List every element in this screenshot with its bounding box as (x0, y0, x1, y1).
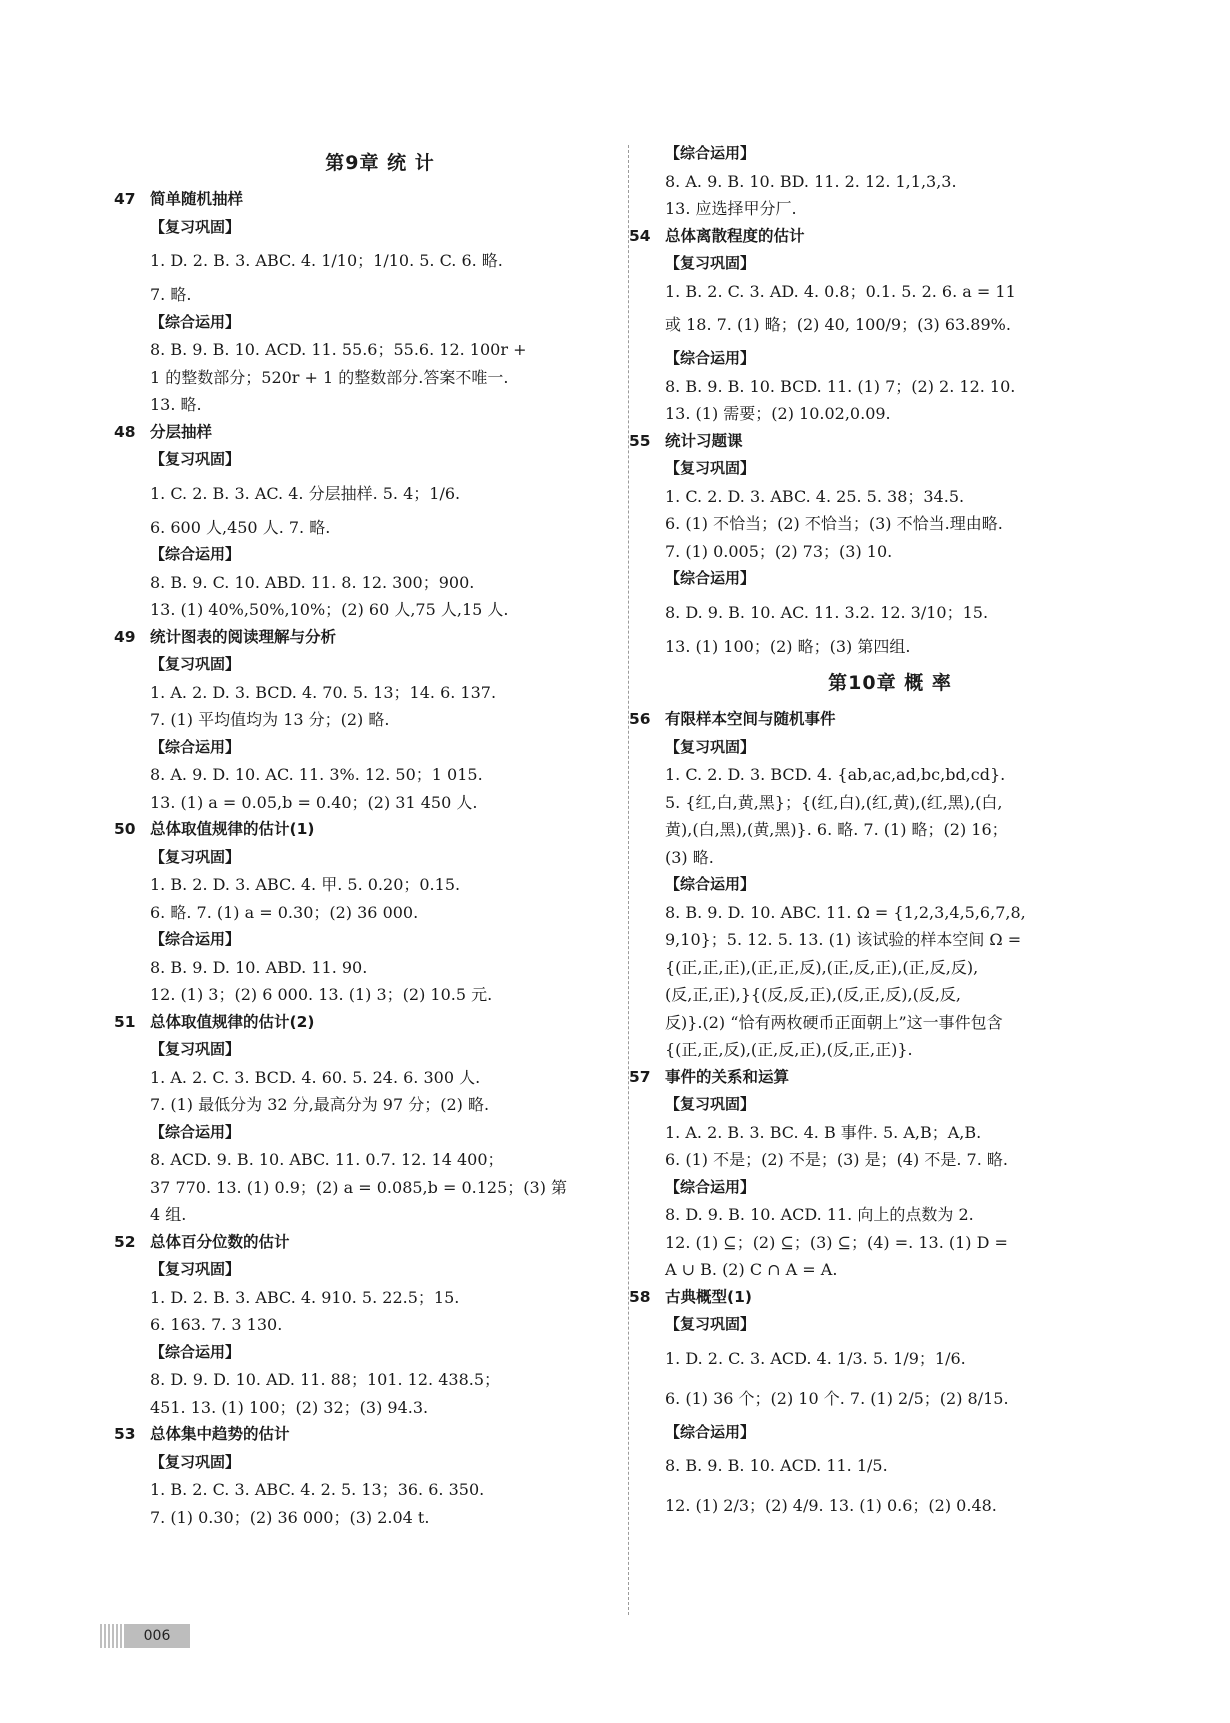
subsection-label: 【复习巩固】 (665, 1315, 756, 1333)
section-title: 总体集中趋势的估计 (150, 1425, 290, 1443)
answer-line: 6. 163. 7. 3 130. (150, 1315, 283, 1334)
answer-line: 1. B. 2. C. 3. AD. 4. 0.8；0.1. 5. 2. 6. a = 11 (665, 281, 1016, 301)
chapter-title: 第9章 统 计 (325, 152, 435, 174)
answer-line: 7. (1) 0.30；(2) 36 000；(3) 2.04 t. (150, 1507, 430, 1527)
answer-line: 1. B. 2. C. 3. ABC. 4. 2. 5. 13；36. 6. 350. (150, 1480, 485, 1499)
answer-line: 6. (1) 不是；(2) 不是；(3) 是；(4) 不是. 7. 略. (665, 1150, 1008, 1169)
page-number: 006 (124, 1624, 190, 1648)
subsection-label: 【综合运用】 (150, 312, 241, 331)
answer-line: 7. (1) 最低分为 32 分,最高分为 97 分；(2) 略. (150, 1095, 490, 1114)
section-heading (114, 419, 610, 447)
answer-line: 1. D. 2. B. 3. ABC. 4. 910. 5. 22.5；15. (150, 1287, 460, 1307)
subsection-label: 【复习巩固】 (665, 737, 756, 756)
section-title: 统计图表的阅读理解与分析 (150, 627, 337, 646)
section-number: 53 (114, 1425, 136, 1443)
answer-line: (3) 略. (665, 847, 714, 867)
section-title: 统计习题课 (665, 431, 743, 450)
section-heading (114, 1229, 610, 1257)
section-title: 分层抽样 (150, 422, 213, 441)
section-number: 47 (114, 190, 136, 208)
answer-line: 7. (1) 0.005；(2) 73；(3) 10. (665, 541, 893, 561)
section-heading (114, 186, 610, 214)
section-number: 56 (629, 710, 651, 728)
subsection-label: 【综合运用】 (665, 1422, 756, 1441)
section-heading (114, 1009, 610, 1037)
right-column (629, 140, 1115, 1526)
answer-line: 13. (1) 40%,50%,10%；(2) 60 人,75 人,15 人. (150, 600, 509, 619)
section-number: 50 (114, 820, 136, 838)
answer-line: 4 组. (150, 1205, 187, 1224)
answer-line: 12. (1) ⊆；(2) ⊆；(3) ⊆；(4) =. 13. (1) D = (665, 1232, 1008, 1252)
answer-line: 37 770. 13. (1) 0.9；(2) a = 0.085,b = 0.125；(3) 第 (150, 1177, 568, 1197)
subsection-label: 【综合运用】 (150, 1342, 241, 1361)
answer-line: 8. B. 9. B. 10. ACD. 11. 55.6；55.6. 12. 100r + (150, 340, 527, 359)
answer-line: {(正,正,正),(正,正,反),(正,反,正),(正,反,反), (665, 957, 979, 977)
answer-line: 9,10}；5. 12. 5. 13. (1) 该试验的样本空间 Ω = (665, 930, 1022, 949)
section-title: 古典概型(1) (665, 1287, 752, 1306)
subsection-label: 【综合运用】 (665, 569, 756, 587)
page-number-bars (100, 1624, 124, 1648)
section-number: 49 (114, 627, 136, 646)
section-title: 总体离散程度的估计 (665, 226, 805, 245)
answer-line: 1. D. 2. B. 3. ABC. 4. 1/10；1/10. 5. C. 6. 略. (150, 251, 503, 270)
answer-line: 451. 13. (1) 100；(2) 32；(3) 94.3. (150, 1397, 429, 1417)
subsection-label: 【复习巩固】 (150, 847, 241, 866)
section-heading (629, 223, 1115, 251)
section-title: 总体取值规律的估计(2) (150, 1012, 315, 1031)
section-number: 54 (629, 226, 651, 245)
subsection-label: 【复习巩固】 (150, 1040, 241, 1058)
answer-line: 6. (1) 36 个；(2) 10 个. 7. (1) 2/5；(2) 8/15. (665, 1388, 1009, 1408)
section-heading (629, 706, 1115, 734)
section-heading (114, 816, 610, 844)
answer-line: 8. ACD. 9. B. 10. ABC. 11. 0.7. 12. 14 400； (150, 1150, 504, 1169)
subsection-label: 【复习巩固】 (150, 450, 241, 468)
subsection-label: 【复习巩固】 (150, 217, 241, 236)
answer-line: 13. (1) 100；(2) 略；(3) 第四组. (665, 636, 911, 656)
section-heading (629, 1284, 1115, 1312)
subsection-label: 【复习巩固】 (665, 254, 756, 272)
answer-line: 8. B. 9. D. 10. ABC. 11. Ω = {1,2,3,4,5,6,7,8, (665, 902, 1026, 922)
section-number: 57 (629, 1067, 651, 1086)
answer-line: 6. (1) 不恰当；(2) 不恰当；(3) 不恰当.理由略. (665, 514, 1003, 533)
page-number-tab (100, 1624, 190, 1648)
answer-line: {(正,正,反),(正,反,正),(反,正,正)}. (665, 1040, 913, 1059)
answer-line: 12. (1) 3；(2) 6 000. 13. (1) 3；(2) 10.5 元. (150, 985, 493, 1004)
answer-line: 黄),(白,黑),(黄,黑)}. 6. 略. 7. (1) 略；(2) 16； (665, 820, 1008, 839)
section-number: 48 (114, 422, 136, 441)
section-number: 58 (629, 1287, 651, 1306)
answer-line: 1. D. 2. C. 3. ACD. 4. 1/3. 5. 1/9；1/6. (665, 1348, 966, 1368)
section-title: 总体百分位数的估计 (150, 1232, 290, 1251)
answer-line: 8. B. 9. B. 10. BCD. 11. (1) 7；(2) 2. 12. 10. (665, 376, 1016, 396)
answer-line: 1. C. 2. D. 3. BCD. 4. {ab,ac,ad,bc,bd,cd}. (665, 765, 1006, 784)
subsection-label: 【综合运用】 (150, 930, 241, 948)
answer-line: 6. 600 人,450 人. 7. 略. (150, 517, 331, 537)
answer-line: 8. A. 9. B. 10. BD. 11. 2. 12. 1,1,3,3. (665, 171, 957, 191)
subsection-label: 【综合运用】 (665, 349, 756, 367)
answer-line: 或 18. 7. (1) 略；(2) 40, 100/9；(3) 63.89%. (665, 315, 1011, 334)
section-title: 简单随机抽样 (150, 190, 244, 208)
subsection-label: 【综合运用】 (150, 1122, 241, 1141)
answer-line: 8. B. 9. C. 10. ABD. 11. 8. 12. 300；900. (150, 572, 475, 592)
answer-line: 1. A. 2. C. 3. BCD. 4. 60. 5. 24. 6. 300 人. (150, 1067, 481, 1087)
answer-line: 12. (1) 2/3；(2) 4/9. 13. (1) 0.6；(2) 0.48. (665, 1496, 997, 1515)
answer-line: 1. C. 2. D. 3. ABC. 4. 25. 5. 38；34.5. (665, 486, 965, 506)
subsection-label: 【复习巩固】 (665, 459, 756, 477)
subsection-label: 【复习巩固】 (150, 1452, 241, 1471)
answer-line: 13. 应选择甲分厂. (665, 199, 797, 218)
answer-line: 1. B. 2. D. 3. ABC. 4. 甲. 5. 0.20；0.15. (150, 875, 461, 894)
section-heading (629, 428, 1115, 456)
answer-line: A ∪ B. (2) C ∩ A = A. (665, 1260, 838, 1279)
answer-line: 8. B. 9. D. 10. ABD. 11. 90. (150, 957, 368, 977)
subsection-label: 【复习巩固】 (150, 1260, 241, 1278)
left-column (114, 140, 610, 1531)
answer-line: 5. {红,白,黄,黑}；{(红,白),(红,黄),(红,黑),(白, (665, 792, 1003, 812)
answer-line: 8. A. 9. D. 10. AC. 11. 3%. 12. 50；1 015. (150, 765, 483, 784)
subsection-label: 【综合运用】 (665, 1177, 756, 1196)
chapter-title: 第10章 概 率 (828, 672, 952, 694)
answer-line: 8. D. 9. B. 10. ACD. 11. 向上的点数为 2. (665, 1205, 974, 1224)
section-title: 事件的关系和运算 (665, 1067, 790, 1086)
answer-line: 反)}.(2) “恰有两枚硬币正面朝上”这一事件包含 (665, 1012, 1003, 1032)
section-number: 51 (114, 1012, 136, 1031)
subsection-label: 【复习巩固】 (665, 1095, 756, 1113)
answer-line: 1. C. 2. B. 3. AC. 4. 分层抽样. 5. 4；1/6. (150, 483, 461, 503)
subsection-label: 【综合运用】 (150, 545, 241, 563)
subsection-label: 【复习巩固】 (150, 655, 241, 673)
section-number: 52 (114, 1232, 136, 1251)
answer-line: 7. (1) 平均值均为 13 分；(2) 略. (150, 710, 390, 729)
answer-line: 13. 略. (150, 395, 202, 414)
section-title: 有限样本空间与随机事件 (665, 710, 836, 728)
answer-line: 13. (1) 需要；(2) 10.02,0.09. (665, 404, 891, 423)
answer-line: 1. A. 2. B. 3. BC. 4. B 事件. 5. A,B；A,B. (665, 1122, 982, 1142)
section-heading (629, 1064, 1115, 1092)
answer-line: 1 的整数部分；520r + 1 的整数部分.答案不唯一. (150, 367, 509, 387)
answer-line: 8. D. 9. D. 10. AD. 11. 88；101. 12. 438.5； (150, 1370, 501, 1389)
subsection-label: 【综合运用】 (665, 144, 756, 162)
answer-line: 6. 略. 7. (1) a = 0.30；(2) 36 000. (150, 902, 419, 922)
section-heading (114, 1421, 610, 1449)
column-divider (628, 145, 629, 1615)
section-title: 总体取值规律的估计(1) (150, 820, 315, 838)
answer-line: 8. B. 9. B. 10. ACD. 11. 1/5. (665, 1456, 888, 1475)
answer-line: (反,正,正),}{(反,反,正),(反,正,反),(反,反, (665, 985, 962, 1004)
subsection-label: 【综合运用】 (665, 875, 756, 893)
subsection-label: 【综合运用】 (150, 737, 241, 756)
section-heading (114, 624, 610, 652)
answer-line: 7. 略. (150, 285, 192, 304)
answer-line: 8. D. 9. B. 10. AC. 11. 3.2. 12. 3/10；15. (665, 602, 989, 622)
answer-line: 13. (1) a = 0.05,b = 0.40；(2) 31 450 人. (150, 792, 478, 812)
section-number: 55 (629, 431, 651, 450)
answer-line: 1. A. 2. D. 3. BCD. 4. 70. 5. 13；14. 6. 137. (150, 682, 497, 702)
